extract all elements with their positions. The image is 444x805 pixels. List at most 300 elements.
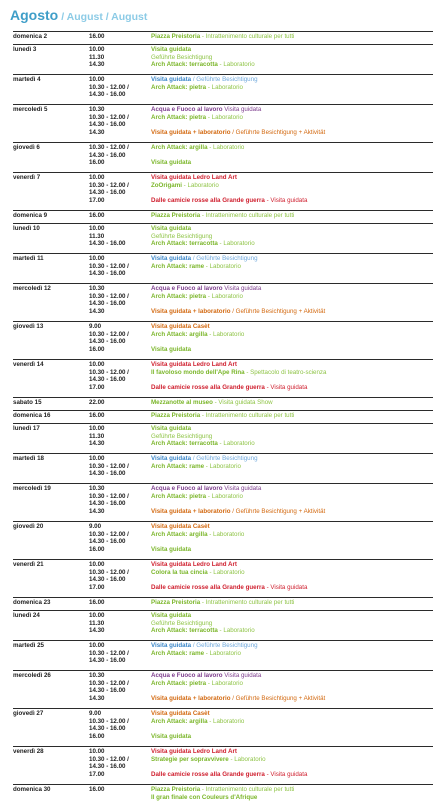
event-title: Acqua e Fuoco al lavoro	[151, 285, 223, 292]
event-line	[13, 255, 433, 263]
event-time: 14.30 - 16.00	[89, 657, 126, 665]
event-time: 14.30 - 16.00	[89, 687, 126, 695]
event-title: ZoOrigami	[151, 181, 182, 189]
event-title: Arch Attack: argilla	[151, 717, 208, 725]
day-label: giovedì 27	[13, 710, 44, 717]
event-title: Visita guidata Casèt	[151, 710, 210, 717]
day-label: giovedì 6	[13, 144, 40, 151]
event-description	[151, 493, 243, 501]
event-title: Arch Attack: pietra	[151, 492, 207, 500]
event-time: 10.30 - 12.00 /	[89, 492, 129, 500]
event-line	[13, 121, 433, 129]
event-title: Visita guidata	[151, 46, 192, 53]
event-description	[151, 61, 255, 69]
event-subtitle: - Visita guidata	[264, 197, 308, 205]
day-block	[13, 423, 433, 453]
event-title: Visita guidata Ledro Land Art	[151, 748, 237, 755]
event-time: 14.30	[89, 695, 105, 703]
event-description	[151, 369, 326, 377]
event-description	[151, 84, 243, 92]
event-subtitle: - Laboratorio	[206, 492, 243, 500]
event-description	[151, 240, 255, 248]
event-time: 14.30 - 16.00	[89, 91, 126, 99]
event-time: 14.30 - 16.00	[89, 763, 126, 771]
event-line	[13, 182, 433, 190]
event-line	[13, 687, 433, 695]
event-title: Piazza Preistoria	[151, 786, 201, 793]
event-time: 10.00	[89, 255, 105, 262]
event-time: 10.30 - 12.00 /	[89, 181, 129, 189]
event-line	[13, 612, 433, 620]
event-subtitle: - Laboratorio	[206, 292, 243, 300]
event-time: 10.00	[89, 455, 105, 462]
event-time: 10.30 - 12.00 /	[89, 568, 129, 576]
event-title: Visita guidata + laboratorio	[151, 695, 231, 703]
event-line	[13, 584, 433, 592]
event-time: 10.30	[89, 485, 105, 492]
day-label: lunedì 17	[13, 425, 40, 432]
event-subtitle: Geführte Besichtigung	[151, 53, 213, 61]
event-subtitle: - Laboratorio	[217, 440, 255, 448]
event-line	[13, 114, 433, 122]
event-time: 10.30 - 12.00 /	[89, 717, 129, 725]
day-block	[13, 283, 433, 321]
day-block	[13, 521, 433, 559]
event-description	[151, 399, 273, 407]
event-time: 10.30	[89, 106, 105, 113]
event-line	[13, 233, 433, 241]
event-line	[13, 361, 433, 369]
event-line	[13, 695, 433, 703]
day-label: sabato 15	[13, 399, 42, 406]
event-description	[151, 440, 255, 448]
event-subtitle: Geführte Besichtigung	[151, 619, 213, 627]
event-line	[13, 627, 433, 635]
event-line	[13, 508, 433, 516]
event-title: Dalle camicie rosse alla Grande guerra	[151, 771, 265, 779]
event-time: 14.30	[89, 129, 105, 137]
day-label: domenica 9	[13, 212, 48, 219]
event-title: Arch Attack: argilla	[151, 530, 208, 538]
event-description	[151, 463, 241, 471]
event-time: 14.30 - 16.00	[89, 121, 126, 129]
event-description	[151, 650, 241, 658]
event-time: 14.30 - 16.00	[89, 338, 126, 346]
event-subtitle: - Intrattenimento culturale per tutti	[200, 786, 295, 793]
event-title: Visita guidata Casèt	[151, 323, 210, 330]
day-label: giovedì 20	[13, 523, 44, 530]
month-title: Agosto	[10, 7, 59, 23]
event-time: 11.30	[89, 232, 105, 240]
event-time: 10.30 - 12.00 /	[89, 649, 129, 657]
day-label: venerdì 7	[13, 174, 41, 181]
event-description	[151, 756, 266, 764]
event-description	[151, 627, 255, 635]
event-time: 14.30 - 16.00	[89, 470, 126, 478]
event-time: 14.30 - 16.00	[89, 376, 126, 384]
event-time: 14.30	[89, 627, 105, 635]
event-title: Arch Attack: terracotta	[151, 627, 218, 635]
event-time: 10.30 - 12.00 /	[89, 330, 129, 338]
event-line	[13, 680, 433, 688]
event-line	[13, 225, 433, 233]
event-description	[151, 584, 307, 592]
event-line	[13, 786, 433, 794]
event-title: Acqua e Fuoco al lavoro	[151, 485, 223, 492]
event-time: 17.00	[89, 584, 105, 592]
event-title: Il favoloso mondo dell'Ape Rina	[151, 368, 245, 376]
event-description	[151, 233, 212, 241]
event-line	[13, 369, 433, 377]
event-line	[13, 433, 433, 441]
event-title: Arch Attack: terracotta	[151, 61, 218, 69]
event-subtitle: / Geführte Besichtigung	[191, 76, 258, 83]
day-label: giovedì 13	[13, 323, 44, 330]
event-time: 11.30	[89, 432, 105, 440]
event-time: 10.30	[89, 285, 105, 292]
event-title: Arch Attack: pietra	[151, 83, 207, 91]
event-time: 10.00	[89, 425, 105, 432]
event-line	[13, 531, 433, 539]
event-line	[13, 657, 433, 665]
event-time: 10.00	[89, 642, 105, 649]
event-subtitle: - Laboratorio	[207, 330, 245, 338]
event-time: 10.00	[89, 561, 105, 568]
event-line	[13, 84, 433, 92]
event-line	[13, 455, 433, 463]
event-description	[151, 412, 294, 420]
event-time: 14.30 - 16.00	[89, 189, 126, 197]
event-subtitle: - Visita guidata	[264, 384, 308, 392]
event-title: Piazza Preistoria	[151, 212, 201, 219]
event-description	[151, 129, 325, 137]
event-title: Visita guidata	[151, 76, 192, 83]
event-title: Acqua e Fuoco al lavoro	[151, 672, 223, 679]
event-line	[13, 599, 433, 607]
event-time: 16.00	[89, 599, 105, 606]
event-subtitle: / Geführte Besichtigung + Aktivität	[230, 695, 326, 703]
event-title: Arch Attack: rame	[151, 262, 205, 270]
event-subtitle: - Laboratorio	[204, 649, 241, 657]
event-line	[13, 376, 433, 384]
event-subtitle: - Laboratorio	[181, 181, 219, 189]
day-label: martedì 11	[13, 255, 44, 262]
event-line	[13, 300, 433, 308]
event-line	[13, 718, 433, 726]
event-title: Visita guidata	[151, 642, 192, 649]
event-subtitle: - Laboratorio	[217, 240, 255, 248]
event-description	[151, 680, 243, 688]
day-block	[13, 410, 433, 423]
event-line	[13, 54, 433, 62]
event-line	[13, 576, 433, 584]
event-line	[13, 270, 433, 278]
event-line	[13, 323, 433, 331]
page-header	[10, 7, 147, 25]
event-time: 11.30	[89, 53, 105, 61]
event-title: Visita guidata	[151, 455, 192, 462]
event-line	[13, 493, 433, 501]
event-line	[13, 763, 433, 771]
event-title: Visita guidata Ledro Land Art	[151, 361, 237, 368]
day-block	[13, 746, 433, 784]
event-subtitle: - Laboratorio	[207, 568, 245, 576]
event-subtitle: - Laboratorio	[217, 627, 255, 635]
event-description	[151, 748, 237, 756]
day-block	[13, 74, 433, 104]
event-description	[151, 508, 325, 516]
event-title: Visita guidata	[151, 159, 192, 167]
event-line	[13, 399, 433, 407]
event-subtitle: - Visita guidata Show	[212, 399, 273, 406]
day-label: venerdì 14	[13, 361, 44, 368]
event-title: Visita guidata + laboratorio	[151, 508, 231, 516]
event-subtitle: - Laboratorio	[207, 144, 245, 151]
event-time: 16.00	[89, 33, 105, 40]
event-line	[13, 538, 433, 546]
event-time: 16.00	[89, 346, 105, 354]
event-line	[13, 523, 433, 531]
event-description	[151, 159, 191, 167]
event-line	[13, 485, 433, 493]
day-label: domenica 2	[13, 33, 48, 40]
event-time: 14.30 - 16.00	[89, 576, 126, 584]
event-time: 10.00	[89, 174, 105, 181]
day-label: domenica 16	[13, 412, 51, 419]
event-description	[151, 384, 307, 392]
event-line	[13, 285, 433, 293]
event-line	[13, 771, 433, 779]
event-time: 10.00	[89, 76, 105, 83]
day-block	[13, 453, 433, 483]
event-line	[13, 546, 433, 554]
event-title: Acqua e Fuoco al lavoro	[151, 106, 223, 113]
day-block	[13, 559, 433, 597]
event-description	[151, 346, 191, 354]
day-label: mercoledì 26	[13, 672, 51, 679]
event-subtitle: / Geführte Besichtigung + Aktivität	[230, 508, 326, 516]
day-block	[13, 708, 433, 746]
event-subtitle: Visita guidata	[222, 672, 262, 679]
event-title: Mezzanotte al museo	[151, 399, 213, 406]
event-description	[151, 733, 191, 741]
event-title: Piazza Preistoria	[151, 412, 201, 419]
event-description	[151, 695, 325, 703]
event-line	[13, 33, 433, 41]
day-label: mercoledì 12	[13, 285, 51, 292]
event-time: 10.30 - 12.00 /	[89, 292, 129, 300]
event-time: 14.30	[89, 61, 105, 69]
event-title: Visita guidata Casèt	[151, 523, 210, 530]
event-time: 10.30 - 12.00 /	[89, 262, 129, 270]
event-description	[151, 455, 258, 463]
event-subtitle: - Laboratorio	[206, 679, 243, 687]
event-title: Piazza Preistoria	[151, 599, 201, 606]
event-time: 14.30 - 16.00	[89, 300, 126, 308]
event-subtitle: - Intrattenimento culturale per tutti	[200, 212, 295, 219]
event-title: Strategie per sopravvivere	[151, 755, 229, 763]
event-line	[13, 240, 433, 248]
event-line	[13, 174, 433, 182]
event-line	[13, 569, 433, 577]
event-description	[151, 710, 210, 718]
event-time: 10.30 - 12.00 /	[89, 679, 129, 687]
day-block	[13, 640, 433, 670]
event-description	[151, 33, 294, 41]
event-description	[151, 599, 294, 607]
event-description	[151, 263, 241, 271]
event-description	[151, 620, 212, 628]
event-title: Arch Attack: pietra	[151, 113, 207, 121]
event-line	[13, 263, 433, 271]
event-description	[151, 642, 258, 650]
day-block	[13, 253, 433, 283]
day-block	[13, 31, 433, 44]
event-time: 9.00	[89, 710, 102, 717]
event-title: Il gran finale con Couleurs d'Afrique	[151, 793, 258, 801]
event-description	[151, 531, 244, 539]
day-block	[13, 172, 433, 210]
event-subtitle: - Spettacolo di teatro-scienza	[244, 368, 327, 376]
event-description	[151, 323, 210, 331]
event-line	[13, 129, 433, 137]
event-subtitle: - Laboratorio	[204, 262, 241, 270]
event-description	[151, 523, 210, 531]
event-description	[151, 485, 261, 493]
day-label: martedì 25	[13, 642, 44, 649]
month-subtitle: / August / August	[61, 11, 148, 23]
event-subtitle: - Intrattenimento culturale per tutti	[200, 33, 295, 40]
day-label: lunedì 24	[13, 612, 40, 619]
event-line	[13, 189, 433, 197]
event-description	[151, 718, 244, 726]
day-block	[13, 397, 433, 410]
event-subtitle: Geführte Besichtigung	[151, 232, 213, 240]
event-time: 16.00	[89, 159, 105, 167]
event-description	[151, 361, 237, 369]
day-block	[13, 610, 433, 640]
event-time: 16.00	[89, 786, 105, 793]
event-subtitle: - Visita guidata	[264, 584, 308, 592]
event-line	[13, 725, 433, 733]
event-line	[13, 331, 433, 339]
event-description	[151, 786, 294, 794]
event-description	[151, 672, 261, 680]
event-description	[151, 54, 212, 62]
event-time: 10.00	[89, 361, 105, 368]
event-line	[13, 212, 433, 220]
event-time: 10.00	[89, 748, 105, 755]
event-subtitle: / Geführte Besichtigung + Aktivität	[230, 308, 326, 316]
event-line	[13, 346, 433, 354]
event-time: 14.30	[89, 308, 105, 316]
event-title: Visita guidata Ledro Land Art	[151, 561, 237, 568]
event-description	[151, 144, 244, 152]
event-description	[151, 225, 191, 233]
event-time: 10.00	[89, 612, 105, 619]
event-line	[13, 425, 433, 433]
event-line	[13, 152, 433, 160]
event-time: 14.30 - 16.00	[89, 500, 126, 508]
event-description	[151, 771, 307, 779]
event-description	[151, 612, 191, 620]
day-block	[13, 321, 433, 359]
event-time: 10.30 - 12.00 /	[89, 755, 129, 763]
event-title: Piazza Preistoria	[151, 33, 201, 40]
event-subtitle: - Laboratorio	[228, 755, 266, 763]
event-title: Arch Attack: rame	[151, 462, 205, 470]
event-subtitle: - Laboratorio	[204, 462, 241, 470]
day-label: lunedì 10	[13, 225, 40, 232]
event-description	[151, 174, 237, 182]
event-schedule	[13, 31, 433, 805]
event-time: 10.30 - 12.00 /	[89, 83, 129, 91]
event-title: Arch Attack: pietra	[151, 292, 207, 300]
event-time: 9.00	[89, 323, 102, 330]
event-subtitle: / Geführte Besichtigung + Aktivität	[230, 129, 326, 137]
event-line	[13, 561, 433, 569]
day-block	[13, 670, 433, 708]
event-time: 10.30 - 12.00 /	[89, 144, 129, 151]
event-line	[13, 197, 433, 205]
event-time: 10.30 - 12.00 /	[89, 368, 129, 376]
event-time: 14.30 - 16.00	[89, 270, 126, 278]
event-subtitle: - Intrattenimento culturale per tutti	[200, 599, 295, 606]
event-subtitle: / Geführte Besichtigung	[191, 455, 258, 462]
event-time: 14.30 - 16.00	[89, 725, 126, 733]
event-time: 17.00	[89, 771, 105, 779]
event-line	[13, 293, 433, 301]
event-line	[13, 794, 433, 802]
event-line	[13, 144, 433, 152]
event-line	[13, 308, 433, 316]
day-label: venerdì 21	[13, 561, 44, 568]
event-time: 11.30	[89, 619, 105, 627]
event-line	[13, 384, 433, 392]
event-subtitle: / Geführte Besichtigung	[191, 642, 258, 649]
event-title: Visita guidata	[151, 346, 192, 354]
day-block	[13, 223, 433, 253]
event-line	[13, 500, 433, 508]
event-line	[13, 61, 433, 69]
event-time: 10.30 - 12.00 /	[89, 113, 129, 121]
event-line	[13, 412, 433, 420]
event-subtitle: / Geführte Besichtigung	[191, 255, 258, 262]
event-subtitle: Visita guidata	[222, 106, 262, 113]
event-description	[151, 293, 243, 301]
event-time: 10.30	[89, 672, 105, 679]
day-block	[13, 784, 433, 805]
event-description	[151, 212, 294, 220]
event-line	[13, 470, 433, 478]
day-block	[13, 210, 433, 223]
event-line	[13, 91, 433, 99]
event-description	[151, 433, 212, 441]
event-description	[151, 76, 258, 84]
event-line	[13, 756, 433, 764]
day-block	[13, 104, 433, 142]
event-description	[151, 308, 325, 316]
event-title: Arch Attack: pietra	[151, 679, 207, 687]
event-title: Visita guidata	[151, 225, 192, 232]
event-title: Dalle camicie rosse alla Grande guerra	[151, 384, 265, 392]
event-description	[151, 546, 191, 554]
event-line	[13, 672, 433, 680]
day-block	[13, 597, 433, 610]
event-title: Visita guidata + laboratorio	[151, 308, 231, 316]
event-line	[13, 106, 433, 114]
event-title: Visita guidata	[151, 425, 192, 432]
